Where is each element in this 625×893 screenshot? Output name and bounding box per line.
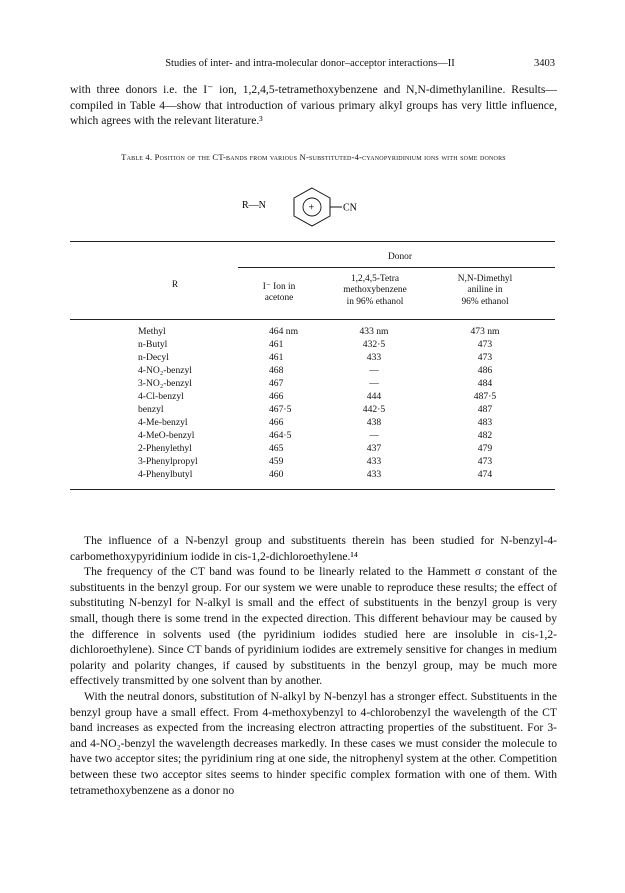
paragraph-hammett: The frequency of the CT band was found to be linearly related to the Hammett σ constant of the substituents in the benzyl group. For our system we were unable to reproduce these results; the effect of substituting N-benzyl for N-alkyl is small and the effect of substituents in the benzyl group is very small, though there is some trend in the expected direction. This different behaviour may be caused by the difference in solvents used (the pyridinium iodides studied here are insoluble in cis-1,2-dichloroethylene). Since CT bands of pyridinium iodides are extremely sensitive for changes in medium polarity and polarity changes, if caused by substituents in the benzyl group, may be much more effectively transmitted by one solvent than by another. (70, 565, 557, 688)
cell-iodide: 466 (269, 391, 284, 402)
cell-r: n-Decyl (138, 352, 169, 363)
cell-iodide: 461 (269, 339, 284, 350)
table-row (0, 430, 625, 442)
table-row (0, 339, 625, 351)
cell-r: Methyl (138, 326, 166, 337)
table-row (0, 404, 625, 416)
table-caption-label: Table 4. (121, 152, 153, 162)
cell-iodide: 465 (269, 443, 284, 454)
cell-dma: 473 (477, 352, 493, 363)
cell-dma: 474 (477, 469, 493, 480)
table-row (0, 365, 625, 377)
table-row (0, 391, 625, 403)
cell-tmb: 433 (366, 352, 382, 363)
cell-tmb: 437 (366, 443, 382, 454)
cell-tmb: — (369, 430, 379, 441)
page-number: 3403 (534, 58, 555, 69)
cell-r: 3-NO₂-benzyl (138, 378, 192, 389)
cell-tmb: 433 (366, 469, 382, 480)
table-row (0, 352, 625, 364)
cell-tmb: 432·5 (362, 339, 386, 350)
header-iodide: I⁻ Ion in acetone (262, 282, 296, 304)
cell-iodide: 464 nm (269, 326, 299, 337)
header-bottom-rule (70, 319, 555, 320)
cell-iodide: 467·5 (269, 404, 292, 415)
table-caption (70, 151, 557, 163)
cell-r: 4-Me-benzyl (138, 417, 188, 428)
cell-tmb: 433 nm (359, 326, 389, 337)
table-row (0, 417, 625, 429)
header-r: R (171, 280, 179, 290)
cell-iodide: 468 (269, 365, 284, 376)
cell-tmb: 433 (366, 456, 382, 467)
cell-dma: 487·5 (473, 391, 497, 402)
cell-iodide: 467 (269, 378, 284, 389)
cell-r: 4-NO₂-benzyl (138, 365, 192, 376)
table-top-rule (70, 241, 555, 242)
table-row (0, 378, 625, 390)
cell-dma: 473 (477, 456, 493, 467)
cell-iodide: 466 (269, 417, 284, 428)
ring-plus-sign: + (308, 202, 315, 214)
header-dimethylaniline: N,N-Dimethyl aniline in 96% ethanol (457, 274, 513, 307)
cell-dma: 479 (477, 443, 493, 454)
cell-r: 4-Cl-benzyl (138, 391, 184, 402)
body-text (70, 533, 557, 798)
cell-r: 3-Phenylpropyl (138, 456, 198, 467)
cell-dma: 482 (477, 430, 493, 441)
table-row (0, 469, 625, 481)
cell-iodide: 459 (269, 456, 284, 467)
header-donor: Donor (388, 252, 412, 262)
cell-r: 4-Phenylbutyl (138, 469, 193, 480)
paragraph-benzyl-influence: The influence of a N-benzyl group and substituents therein has been studied for N-benzyl-4-carbomethoxypyridinium iodide in cis-1,2-dichloroethylene.¹⁴ (70, 534, 557, 563)
cell-tmb: 444 (366, 391, 382, 402)
cell-iodide: 460 (269, 469, 284, 480)
table-bottom-rule (70, 489, 555, 490)
cell-iodide: 461 (269, 352, 284, 363)
table-caption-text: Position of the CT-bands from various N-substituted-4-cyanopyridinium ions with some donors (154, 152, 506, 162)
cell-r: n-Butyl (138, 339, 168, 350)
cell-dma: 484 (477, 378, 493, 389)
cell-dma: 487 (477, 404, 493, 415)
cell-tmb: 442·5 (362, 404, 386, 415)
cell-dma: 486 (477, 365, 493, 376)
table-row (0, 443, 625, 455)
intro-paragraph: with three donors i.e. the I⁻ ion, 1,2,4,5-tetramethoxybenzene and N,N-dimethylaniline. Results—compiled in Table 4—show that introduction of various primary alkyl groups has very little influence, which agrees with the relevant literature.³ (70, 83, 557, 128)
pyridinium-structure-diagram (240, 180, 390, 228)
paragraph-neutral-donors: With the neutral donors, substitution of N-alkyl by N-benzyl has a stronger effect. Substituents in the benzyl group have a small effect. From 4-methoxybenzyl to 4-chlorobenzyl the wavelength of the CT band increases as expected from the increasing electron attracting properties of the substituent. For 3- and 4-NO₂-benzyl the wavelength decreases markedly. In these cases we must consider the molecule to have two acceptor sites; the pyridinium ring at one side, the nitrophenyl system at the other. Competition between these two acceptor sites seems to hinder specific complex formation with one of them. With tetramethoxybenzene as a donor no (70, 689, 557, 797)
structure-cn-label: CN (343, 202, 357, 214)
cell-dma: 473 nm (470, 326, 500, 337)
cell-dma: 483 (477, 417, 493, 428)
table-row (0, 326, 625, 338)
cell-tmb: — (369, 365, 379, 376)
cell-r: 4-MeO-benzyl (138, 430, 195, 441)
cell-tmb: 438 (366, 417, 382, 428)
cell-tmb: — (369, 378, 379, 389)
cell-r: benzyl (138, 404, 164, 415)
header-tetramethoxybenzene: 1,2,4,5-Tetra methoxybenzene in 96% ethanol (343, 274, 407, 307)
cell-dma: 473 (477, 339, 493, 350)
cell-iodide: 464·5 (269, 430, 292, 441)
cell-r: 2-Phenylethyl (138, 443, 192, 454)
running-head-title: Studies of inter- and intra-molecular donor–acceptor interactions—II (165, 58, 455, 69)
donor-span-rule (238, 267, 555, 268)
structure-r-label: R—N (242, 200, 266, 211)
table-row (0, 456, 625, 468)
